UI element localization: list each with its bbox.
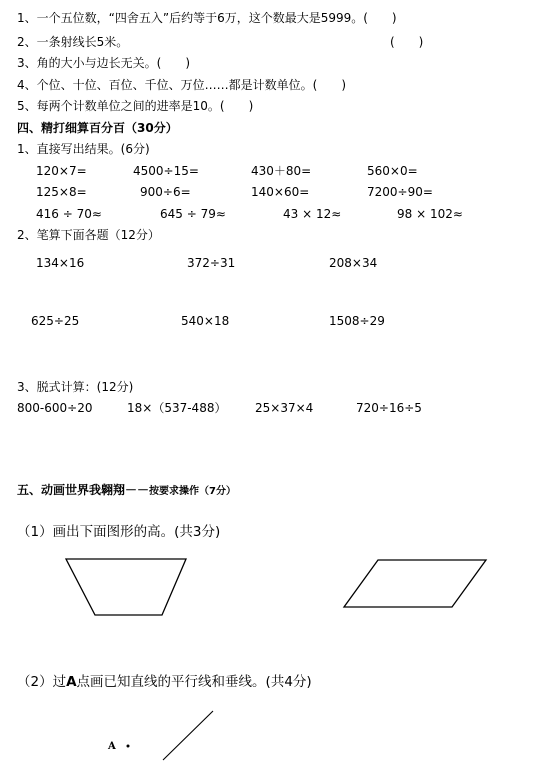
judge-item-2-answer-paren: ( ): [390, 35, 424, 49]
q1-r3-c2: 645 ÷ 79≈: [160, 207, 226, 221]
parallelogram-figure: [344, 560, 486, 607]
given-line: [163, 711, 213, 760]
section-4-title: 四、精打细算百分百（30分）: [17, 121, 178, 135]
point-a-dot: [127, 745, 130, 748]
q1-r1-c3: 430＋80=: [251, 164, 312, 178]
q1-r2-c4: 7200÷90=: [367, 185, 433, 199]
q1-r3-c3: 43 × 12≈: [283, 207, 342, 221]
task-2-suffix: 点画已知直线的平行线和垂线。(共4分): [76, 674, 312, 690]
task-1-prompt: （1）画出下面图形的高。(共3分): [17, 524, 221, 540]
q1-r1-c1: 120×7=: [36, 164, 87, 178]
q3-title: 3、脱式计算：(12分): [17, 380, 134, 394]
q3-item-1: 800-600÷20: [17, 401, 93, 415]
q1-r1-c2: 4500÷15=: [133, 164, 199, 178]
section-5-title-main: 五、动画世界我翱翔－－: [17, 483, 150, 497]
q2-r2-c3: 1508÷29: [329, 314, 385, 328]
judge-item-5: 5、每两个计数单位之间的进率是10。( ): [17, 99, 254, 113]
task-2-prefix: （2）过: [17, 674, 67, 690]
q3-item-4: 720÷16÷5: [356, 401, 422, 415]
q1-r2-c1: 125×8=: [36, 185, 87, 199]
q1-r1-c4: 560×0=: [367, 164, 418, 178]
q3-item-2: 18×（537-488）: [127, 401, 227, 415]
q2-r1-c1: 134×16: [36, 256, 85, 270]
q1-r2-c2: 900÷6=: [140, 185, 191, 199]
q2-r2-c1: 625÷25: [31, 314, 80, 328]
task-2-point: A: [66, 674, 77, 690]
point-a-label: A: [108, 741, 116, 752]
q2-title: 2、笔算下面各题（12分）: [17, 228, 160, 242]
q2-r2-c2: 540×18: [181, 314, 230, 328]
trapezoid-figure: [66, 559, 186, 615]
section-5-title-sub: 按要求操作（7分）: [149, 486, 236, 497]
q1-r3-c1: 416 ÷ 70≈: [36, 207, 102, 221]
q1-r3-c4: 98 × 102≈: [397, 207, 463, 221]
judge-item-1: 1、一个五位数，“四舍五入”后约等于6万，这个数最大是5999。( ): [17, 11, 397, 25]
q2-r1-c3: 208×34: [329, 256, 378, 270]
judge-item-2: 2、一条射线长5米。: [17, 35, 129, 49]
judge-item-4: 4、个位、十位、百位、千位、万位……都是计数单位。( ): [17, 78, 347, 92]
q3-item-3: 25×37×4: [255, 401, 314, 415]
q1-title: 1、直接写出结果。(6分): [17, 142, 150, 156]
judge-item-3: 3、角的大小与边长无关。( ): [17, 56, 190, 70]
q2-r1-c2: 372÷31: [187, 256, 236, 270]
q1-r2-c3: 140×60=: [251, 185, 310, 199]
